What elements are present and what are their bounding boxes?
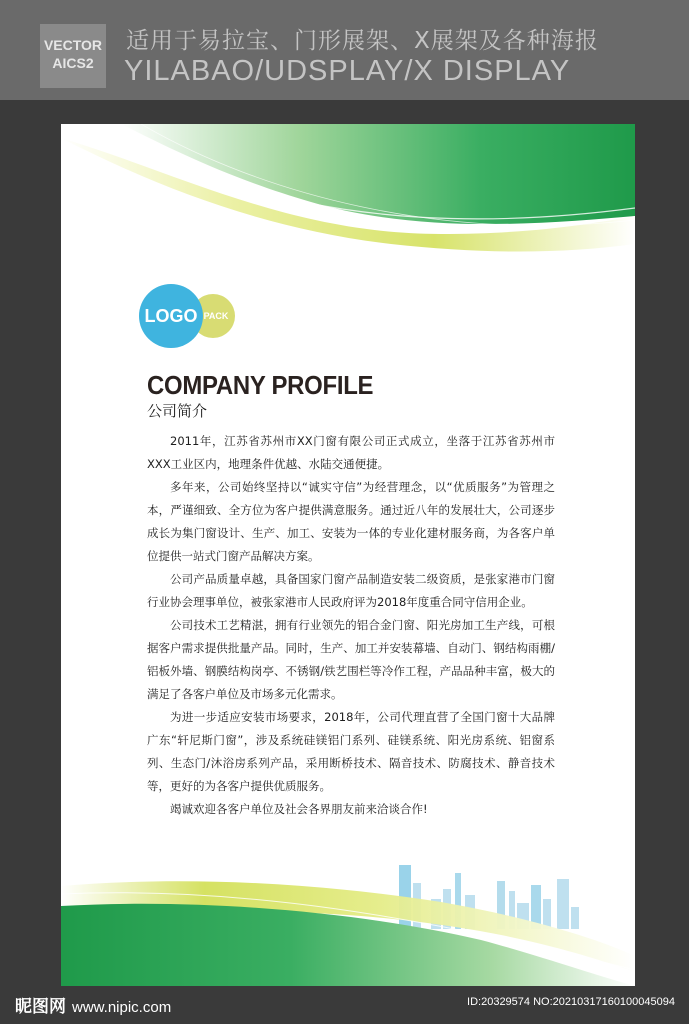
- company-logo: [139, 284, 239, 350]
- site-url: www.nipic.com: [72, 999, 172, 1016]
- poster: [61, 124, 635, 986]
- profile-body: [147, 430, 555, 821]
- banner-title-en: YILABAO/UDSPLAY/X DISPLAY: [124, 55, 571, 87]
- title-english: COMPANY PROFILE: [147, 370, 374, 400]
- vector-badge: [40, 24, 106, 88]
- badge-line-2: AICS2: [52, 55, 94, 71]
- watermark-site: [15, 992, 171, 1017]
- paragraph: 多年来，公司始终坚持以“诚实守信”为经营理念，以“优质服务”为管理之本，严谨细致、全方位为客户提供满意服务。通过近八年的发展壮大，公司逐步成长为集门窗设计、生产、加工、安装为一体的专业化建材服务商，为各客户单位提供一站式门窗产品解决方案。: [147, 480, 555, 563]
- logo-main-circle: LOGO: [139, 284, 203, 348]
- badge-line-1: VECTOR: [43, 37, 103, 53]
- title-chinese: 公司简介: [147, 402, 208, 420]
- image-id-line: ID:20329574 NO:20210317160100045094: [467, 996, 675, 1008]
- banner-title-cn: 适用于易拉宝、门形展架、X展架及各种海报: [126, 28, 599, 54]
- site-name: 昵图网: [15, 997, 66, 1017]
- paragraph: 竭诚欢迎各客户单位及社会各界朋友前来洽谈合作!: [170, 802, 428, 816]
- logo-sub-circle: PACK: [191, 294, 235, 338]
- paragraph: 公司产品质量卓越，具备国家门窗产品制造安装二级资质，是张家港市门窗行业协会理事单位，被张家港市人民政府评为2018年度重合同守信用企业。: [147, 572, 555, 609]
- top-wave-decoration: [61, 124, 635, 264]
- paragraph: 2011年，江苏省苏州市XX门窗有限公司正式成立，坐落于江苏省苏州市XXX工业区内，地理条件优越、水陆交通便捷。: [147, 434, 555, 471]
- paragraph: 为进一步适应安装市场要求，2018年，公司代理直营了全国门窗十大品牌广东“轩尼斯门窗”，涉及系统硅镁铝门系列、硅镁系统、阳光房系统、铝窗系列、生态门/沐浴房系列产品，采用断桥技术、隔音技术、防腐技术、静音技术等，更好的为各客户提供优质服务。: [147, 710, 555, 793]
- bottom-wave-decoration: [61, 876, 635, 986]
- paragraph: 公司技术工艺精湛，拥有行业领先的铝合金门窗、阳光房加工生产线，可根据客户需求提供批量产品。同时，生产、加工并安装幕墙、自动门、钢结构雨棚/铝板外墙、钢膜结构岗亭、不锈钢/铁艺围栏等冷作工程，产品品种丰富，极大的满足了各客户单位及市场多元化需求。: [147, 618, 555, 701]
- header-banner: [0, 0, 689, 100]
